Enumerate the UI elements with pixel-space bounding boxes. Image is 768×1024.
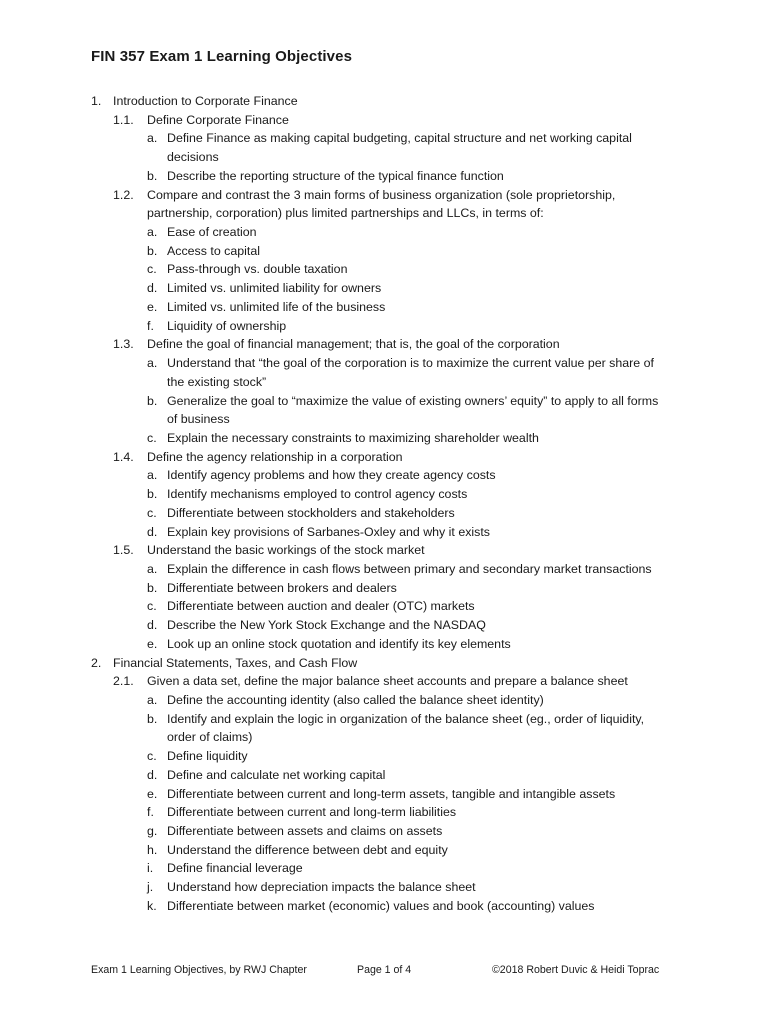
outline-number: 1.5. [113,543,134,558]
outline-text: Define liquidity [167,749,248,764]
outline-number: j. [147,880,154,895]
outline-text: of business [167,412,230,427]
outline-text: Describe the New York Stock Exchange and the NASDAQ [167,618,486,633]
outline-line-level-3 [0,803,768,822]
outline-text: Define the agency relationship in a corporation [147,449,403,464]
outline-text: Introduction to Corporate Finance [113,94,298,108]
outline-line-level-3 [0,429,768,448]
outline-line-level-3 [0,392,768,411]
outline-text: Understand the basic workings of the stock market [147,543,425,558]
outline-line-level-3 [0,317,768,336]
outline-line-level-3 [0,616,768,635]
outline-line-level-3 [0,504,768,523]
outline-line-level-3 [0,373,768,392]
outline-line-level-3 [0,728,768,747]
outline-number: h. [147,842,158,857]
outline-text: order of claims) [167,730,253,745]
outline-line-level-3 [0,148,768,167]
outline-text: Limited vs. unlimited liability for owners [167,281,382,296]
outline-number: a. [147,561,158,576]
document-title: FIN 357 Exam 1 Learning Objectives [91,48,353,65]
outline-text: Differentiate between stockholders and stakeholders [167,505,455,520]
outline-number: 1.2. [113,187,134,202]
outline-line-level-3 [0,635,768,654]
outline-text: Identify and explain the logic in organization of the balance sheet (eg., order of liquidity, [167,711,645,726]
outline-line-level-2 [0,204,768,223]
outline-text: Explain the difference in cash flows between primary and secondary market transactions [167,561,652,576]
outline-text: Differentiate between market (economic) values and book (accounting) values [167,898,595,913]
outline-number: d. [147,281,158,296]
outline-text: Generalize the goal to “maximize the value of existing owners’ equity” to apply to all forms [167,393,659,408]
outline-line-level-2 [0,335,768,354]
footer-left-text: Exam 1 Learning Objectives, by RWJ Chapter [91,964,307,976]
outline-line-level-3 [0,822,768,841]
outline-number: a. [147,225,158,240]
outline-text: Differentiate between current and long-term assets, tangible and intangible assets [167,786,616,801]
outline-text: Identify agency problems and how they create agency costs [167,468,496,483]
outline-text: partnership, corporation) plus limited partnerships and LLCs, in terms of: [147,206,544,221]
outline-text: Financial Statements, Taxes, and Cash Flow [113,655,358,670]
outline-number: a. [147,131,158,146]
outline-text: the existing stock” [167,374,267,389]
outline-number: f. [147,318,154,333]
outline-text: Define Finance as making capital budgeting, capital structure and net working capital [167,131,632,146]
outline-text: Identify mechanisms employed to control agency costs [167,487,468,502]
outline-number: b. [147,243,158,258]
outline-line-level-1 [0,92,768,111]
outline-text: Define the goal of financial management; that is, the goal of the corporation [147,337,560,352]
outline-number: f. [147,805,154,820]
outline-number: b. [147,711,158,726]
page-footer [0,962,768,978]
outline-text: Differentiate between current and long-term liabilities [167,805,457,820]
outline-line-level-3 [0,410,768,429]
outline-number: c. [147,430,157,445]
outline-text: Describe the reporting structure of the typical finance function [167,168,504,183]
outline-line-level-2 [0,541,768,560]
outline-number: b. [147,487,158,502]
outline-number: d. [147,618,158,633]
outline-number: 2. [91,655,102,670]
outline-line-level-1 [0,654,768,673]
outline-text: Pass-through vs. double taxation [167,262,348,277]
outline-text: Look up an online stock quotation and identify its key elements [167,636,511,651]
page-number: Page 1 of 4 [357,964,412,976]
outline-number: b. [147,393,158,408]
outline-line-level-3 [0,597,768,616]
outline-text: Differentiate between brokers and dealers [167,580,397,595]
outline-number: k. [147,898,157,913]
outline-number: c. [147,749,157,764]
outline-number: 1.3. [113,337,134,352]
outline-number: d. [147,767,158,782]
outline-text: Differentiate between assets and claims on assets [167,824,443,839]
outline-text: Explain the necessary constraints to maximizing shareholder wealth [167,430,539,445]
outline-number: 1. [91,94,102,108]
outline-text: Define Corporate Finance [147,112,289,127]
outline-line-level-3 [0,485,768,504]
outline-line-level-2 [0,111,768,130]
outline-line-level-3 [0,710,768,729]
outline-line-level-3 [0,242,768,261]
outline-number: b. [147,168,158,183]
outline-text: Ease of creation [167,225,257,240]
outline-line-level-3 [0,354,768,373]
outline-number: b. [147,580,158,595]
outline-number: c. [147,505,157,520]
outline-line-level-3 [0,897,768,916]
outline-number: i. [147,861,154,876]
outline-text: Differentiate between auction and dealer (OTC) markets [167,599,475,614]
outline-line-level-3 [0,859,768,878]
outline-line-level-3 [0,841,768,860]
outline-line-level-3 [0,223,768,242]
outline-line-level-3 [0,129,768,148]
outline-number: 1.1. [113,112,134,127]
outline-number: g. [147,824,158,839]
outline-text: Given a data set, define the major balance sheet accounts and prepare a balance sheet [147,674,628,689]
learning-objectives-outline [0,92,768,916]
outline-text: Define financial leverage [167,861,303,876]
outline-line-level-3 [0,579,768,598]
outline-text: decisions [167,150,219,165]
outline-number: c. [147,599,157,614]
outline-number: 2.1. [113,674,134,689]
outline-line-level-3 [0,785,768,804]
outline-text: Compare and contrast the 3 main forms of business organization (sole proprietorship, [147,187,616,202]
outline-text: Liquidity of ownership [167,318,287,333]
outline-number: 1.4. [113,449,134,464]
outline-number: e. [147,299,158,314]
outline-line-level-3 [0,766,768,785]
outline-text: Understand how depreciation impacts the balance sheet [167,880,476,895]
outline-number: a. [147,356,158,371]
outline-text: Define the accounting identity (also called the balance sheet identity) [167,693,544,707]
outline-text: Understand the difference between debt and equity [167,842,448,857]
outline-line-level-3 [0,560,768,579]
outline-line-level-3 [0,878,768,897]
outline-number: e. [147,636,158,651]
outline-line-level-3 [0,747,768,766]
outline-text: Limited vs. unlimited life of the business [167,299,386,314]
outline-number: d. [147,524,158,539]
outline-line-level-2 [0,448,768,467]
copyright-text: ©2018 Robert Duvic & Heidi Toprac [492,964,660,976]
outline-number: c. [147,262,157,277]
outline-number: e. [147,786,158,801]
outline-line-level-3 [0,466,768,485]
outline-text: Access to capital [167,243,260,258]
outline-text: Define and calculate net working capital [167,767,386,782]
outline-number: a. [147,693,158,707]
outline-line-level-2 [0,186,768,205]
outline-line-level-3 [0,279,768,298]
outline-line-level-3 [0,523,768,542]
outline-text: Understand that “the goal of the corporation is to maximize the current value per share of [167,356,654,371]
outline-line-level-2 [0,672,768,691]
outline-line-level-3 [0,260,768,279]
outline-number: a. [147,468,158,483]
outline-line-level-3 [0,691,768,710]
outline-line-level-3 [0,167,768,186]
outline-line-level-3 [0,298,768,317]
outline-text: Explain key provisions of Sarbanes-Oxley and why it exists [167,524,490,539]
